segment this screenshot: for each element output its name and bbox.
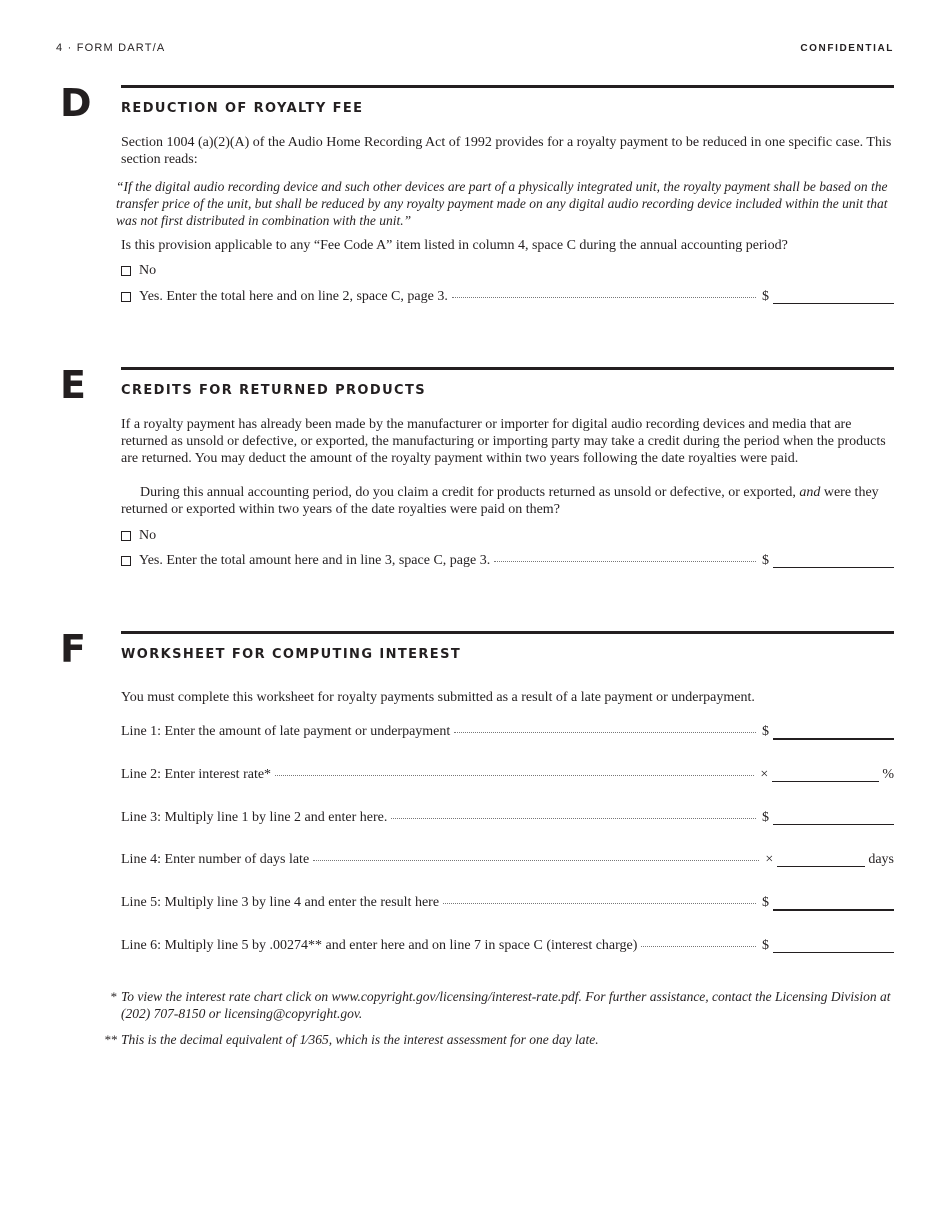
leader-dots <box>391 818 756 819</box>
worksheet-line-3 <box>121 809 894 827</box>
section-e-yes-label: Yes. Enter the total amount here and in line 3, space C, page 3. <box>139 553 491 568</box>
leader-dots <box>443 903 756 904</box>
section-d-intro: Section 1004 (a)(2)(A) of the Audio Home Recording Act of 1992 provides for a royalty payment to be reduced in one specific case. This section reads: <box>121 135 892 167</box>
line-6-label: Line 6: Multiply line 5 by .00274** and enter here and on line 7 in space C (interest charge) <box>121 938 638 953</box>
section-d-letter: D <box>60 81 92 125</box>
section-f-rule <box>121 631 894 634</box>
section-e-letter: E <box>60 363 86 407</box>
section-e-para2-text-end: were they returned or exported within two years of the date royalties were paid on them? <box>121 485 879 517</box>
dollar-sign: $ <box>762 724 769 739</box>
line-5-label: Line 5: Multiply line 3 by line 4 and enter the result here <box>121 895 440 910</box>
line-1-label: Line 1: Enter the amount of late payment or underpayment <box>121 724 451 739</box>
worksheet-line-1 <box>121 723 894 741</box>
multiply-sign: × <box>765 852 774 867</box>
section-d-quote: “If the digital audio recording device and such other devices are part of a physically integrated unit, the royalty payment shall be based on the transfer price of the unit, but shall be reduced by any royalty payment made on any digital audio recording device included within the unit that was not first distributed in combination with the unit.” <box>116 179 888 228</box>
section-f-letter: F <box>60 627 86 671</box>
multiply-sign: × <box>760 767 769 782</box>
footnote-2-mark: ** <box>104 1032 117 1047</box>
section-e-yes-row <box>121 552 894 570</box>
line-5-field[interactable] <box>773 896 894 911</box>
section-d-question: Is this provision applicable to any “Fee Code A” item listed in column 4, space C during the annual accounting period? <box>121 238 788 253</box>
section-d-rule <box>121 85 894 88</box>
section-d-yes-label: Yes. Enter the total here and on line 2, space C, page 3. <box>139 289 448 304</box>
section-e-yes-checkbox[interactable] <box>121 556 131 566</box>
footnote-2-text: This is the decimal equivalent of 1⁄365, which is the interest assessment for one day late. <box>121 1032 599 1047</box>
dollar-sign: $ <box>762 938 769 953</box>
leader-dots <box>275 775 754 776</box>
line-1-field[interactable] <box>773 725 894 740</box>
section-d-no-label: No <box>139 263 157 278</box>
line-4-field[interactable] <box>777 853 865 867</box>
section-d-amount-field[interactable] <box>773 290 894 304</box>
line-4-label: Line 4: Enter number of days late <box>121 852 310 867</box>
leader-dots <box>454 732 756 733</box>
worksheet-line-2 <box>121 766 894 784</box>
dollar-sign: $ <box>762 553 769 568</box>
section-e-para2-text: During this annual accounting period, do you claim a credit for products returned as unsold or defective, or exported, <box>140 485 800 500</box>
footnote-1-mark: * <box>110 989 117 1004</box>
section-f-title: WORKSHEET FOR COMPUTING INTEREST <box>121 647 462 662</box>
page-label: 4 · FORM DART/A <box>56 42 166 54</box>
percent-unit: % <box>882 767 894 782</box>
section-e-no-row <box>121 527 894 545</box>
section-e-para2-emphasis: and <box>799 485 821 500</box>
line-3-label: Line 3: Multiply line 1 by line 2 and enter here. <box>121 810 388 825</box>
line-2-label: Line 2: Enter interest rate* <box>121 767 272 782</box>
confidential-label: CONFIDENTIAL <box>800 43 894 54</box>
section-d-yes-row <box>121 288 894 306</box>
dollar-sign: $ <box>762 810 769 825</box>
section-d-no-row <box>121 262 894 280</box>
section-e-title: CREDITS FOR RETURNED PRODUCTS <box>121 383 426 398</box>
section-e-para2 <box>121 484 894 518</box>
line-3-field[interactable] <box>773 811 894 825</box>
dollar-sign: $ <box>762 289 769 304</box>
worksheet-line-6 <box>121 937 894 955</box>
line-6-field[interactable] <box>773 939 894 953</box>
section-e-no-label: No <box>139 528 157 543</box>
footnote-1-text: To view the interest rate chart click on www.copyright.gov/licensing/interest-rate.pdf. For further assistance, contact the Licensing Division at (202) 707-8150 or licensing@copyright.gov. <box>121 989 891 1021</box>
worksheet-line-4 <box>121 851 894 869</box>
section-d-title: REDUCTION OF ROYALTY FEE <box>121 101 364 116</box>
section-e-para1: If a royalty payment has already been made by the manufacturer or importer for digital audio recording devices and media that are returned as unsold or defective, or exported, the manufacturing or importing party may take a credit during the period when the products are returned. You may deduct the amount of the royalty payment within two years following the date royalties were paid. <box>121 417 886 466</box>
leader-dots <box>641 946 756 947</box>
section-e-rule <box>121 367 894 370</box>
dollar-sign: $ <box>762 895 769 910</box>
section-d-yes-checkbox[interactable] <box>121 292 131 302</box>
section-f-intro: You must complete this worksheet for royalty payments submitted as a result of a late payment or underpayment. <box>121 690 755 705</box>
line-2-field[interactable] <box>772 768 879 782</box>
days-unit: days <box>868 852 894 867</box>
worksheet-line-5 <box>121 894 894 912</box>
section-d-no-checkbox[interactable] <box>121 266 131 276</box>
leader-dots <box>313 860 759 861</box>
leader-dots <box>452 297 756 298</box>
section-e-amount-field[interactable] <box>773 554 894 568</box>
section-e-no-checkbox[interactable] <box>121 531 131 541</box>
leader-dots <box>494 561 756 562</box>
